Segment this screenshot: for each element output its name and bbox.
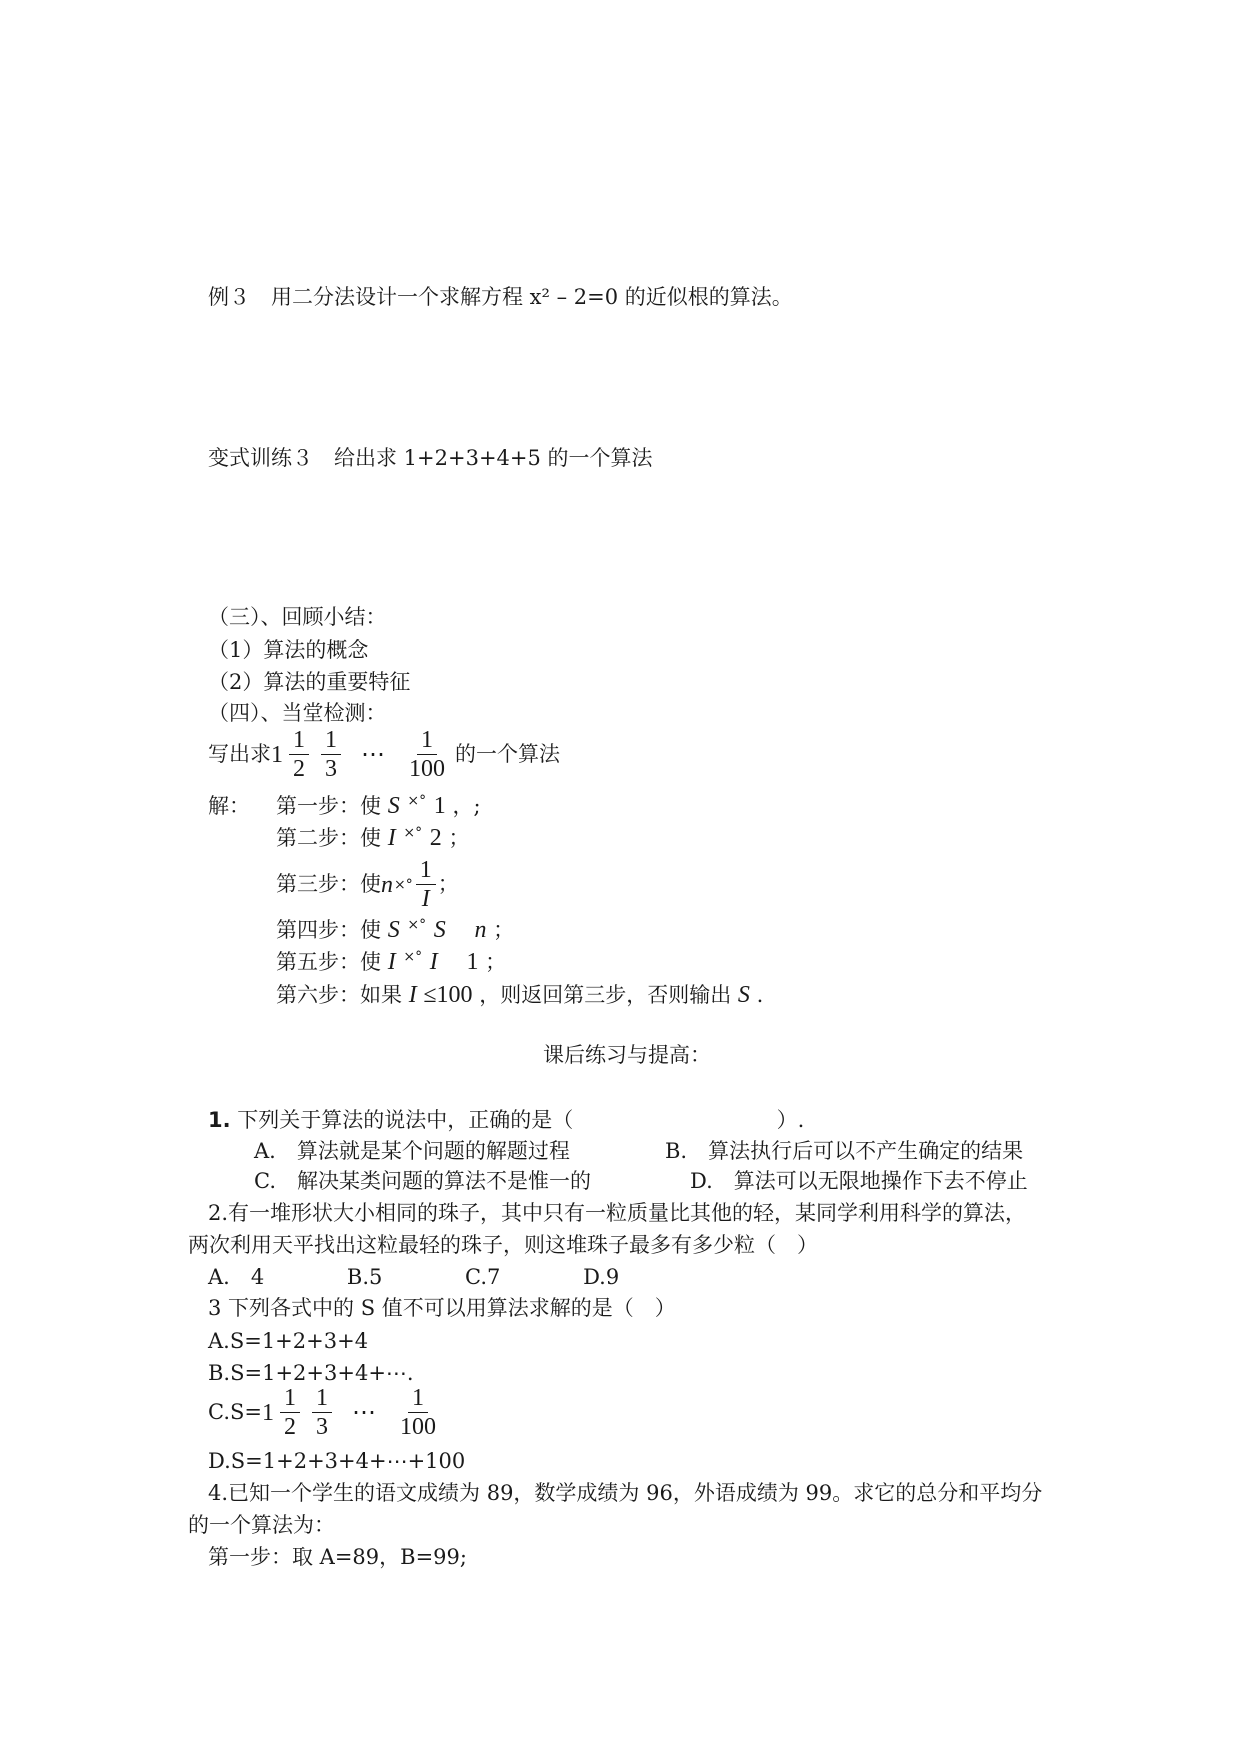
variable: n xyxy=(474,917,487,943)
question-number: 1. xyxy=(208,1108,231,1132)
step-label: 第五步：使 xyxy=(276,950,381,974)
test-prompt-prefix: 写出求 xyxy=(208,742,271,766)
assign-glyph-icon: ×° xyxy=(403,825,423,841)
review-heading: （三）、回顾小结： xyxy=(208,605,387,629)
option-prefix: C.S= xyxy=(208,1400,262,1424)
step-6 xyxy=(276,983,763,1007)
step-label: 第三步：使 xyxy=(276,872,381,896)
review-item-1: （1）算法的概念 xyxy=(208,638,369,662)
step-label: 第二步：使 xyxy=(276,826,381,850)
fraction-numerator: 1 xyxy=(312,1386,332,1413)
variable: S xyxy=(433,917,446,943)
test-prompt xyxy=(208,728,560,781)
q3-option-b: B.S=1+2+3+4+⋯. xyxy=(208,1361,414,1385)
step-2 xyxy=(276,826,469,850)
step-label: 第一步：使 xyxy=(276,794,381,818)
fraction-denominator: 2 xyxy=(283,1414,296,1440)
question-close: ）. xyxy=(776,1108,805,1132)
step-tail: ，则返回第三步，否则输出 xyxy=(479,983,732,1007)
q1-option-b: B. 算法执行后可以不产生确定的结果 xyxy=(665,1139,1024,1163)
q2-line-1: 2.有一堆形状大小相同的珠子，其中只有一粒质量比其他的轻，某同学利用科学的算法， xyxy=(208,1201,1027,1225)
term-one: 1 xyxy=(271,741,283,768)
step-5 xyxy=(276,950,506,974)
fraction-1-100 xyxy=(405,728,449,781)
q3-stem: 3 下列各式中的 S 值不可以用算法求解的是（ ） xyxy=(208,1296,676,1320)
q3-option-d: D.S=1+2+3+4+⋯+100 xyxy=(208,1449,466,1473)
step-3 xyxy=(276,858,459,911)
variable: I xyxy=(387,949,396,975)
ellipsis: ⋯ xyxy=(351,1399,376,1426)
assign-glyph-icon: ×° xyxy=(394,876,413,893)
step-label: 第六步：如果 xyxy=(276,983,402,1007)
step-label: 第四步：使 xyxy=(276,918,381,942)
step-value: 1 xyxy=(466,949,479,975)
fraction-denominator: 2 xyxy=(293,756,305,782)
step-tail: ； xyxy=(448,826,470,850)
q2-option-c: C.7 xyxy=(465,1265,501,1289)
homework-title: 课后练习与提高： xyxy=(543,1043,711,1067)
q1-option-a: A. 算法就是某个问题的解题过程 xyxy=(254,1139,570,1163)
fraction-numerator: 1 xyxy=(408,1386,428,1413)
step-tail: ； xyxy=(485,950,507,974)
variable: I xyxy=(429,949,438,975)
fraction-denominator: 100 xyxy=(409,756,445,782)
solution-label: 解： xyxy=(208,794,250,818)
fraction-numerator: 1 xyxy=(321,728,341,755)
fraction-1-2 xyxy=(289,728,309,781)
q1-option-d: D. 算法可以无限地操作下去不停止 xyxy=(690,1169,1028,1193)
fraction-1-3 xyxy=(312,1386,332,1439)
q4-line-1: 4.已知一个学生的语文成绩为 89，数学成绩为 96，外语成绩为 99。求它的总分和平均分 xyxy=(208,1481,1043,1505)
test-prompt-suffix: 的一个算法 xyxy=(455,742,560,766)
q1-option-c: C. 解决某类问题的算法不是惟一的 xyxy=(254,1169,591,1193)
step-4 xyxy=(276,918,514,942)
review-item-2: （2）算法的重要特征 xyxy=(208,670,411,694)
fraction-1-3 xyxy=(321,728,341,781)
variable: I xyxy=(408,982,417,1008)
fraction-numerator: 1 xyxy=(417,728,437,755)
condition: ≤100 xyxy=(423,982,473,1008)
q2-option-a: A. 4 xyxy=(208,1265,265,1289)
q3-option-c xyxy=(208,1386,446,1439)
assign-glyph-icon: ×° xyxy=(407,793,427,809)
step-value: 1 xyxy=(433,793,446,819)
variable: S xyxy=(387,793,400,819)
q2-line-2: 两次利用天平找出这粒最轻的珠子，则这堆珠子最多有多少粒（ ） xyxy=(188,1233,818,1257)
fraction-denominator: 3 xyxy=(325,756,337,782)
fraction-denominator: I xyxy=(421,886,430,912)
question-1 xyxy=(208,1110,804,1131)
variable: S xyxy=(737,982,750,1008)
variable: n xyxy=(381,871,393,898)
fraction-denominator: 3 xyxy=(315,1414,328,1440)
q4-step-1: 第一步：取 A=89，B=99; xyxy=(208,1545,467,1569)
fraction-numerator: 1 xyxy=(280,1386,300,1413)
q2-option-b: B.5 xyxy=(346,1265,383,1289)
question-stem: 下列关于算法的说法中，正确的是（ xyxy=(237,1108,574,1132)
step-tail: ； xyxy=(493,918,515,942)
assign-glyph-icon: ×° xyxy=(407,917,427,933)
test-heading: （四）、当堂检测： xyxy=(208,701,387,725)
fraction-denominator: 100 xyxy=(399,1414,436,1440)
step-1 xyxy=(276,794,481,818)
q3-option-a: A.S=1+2+3+4 xyxy=(208,1329,369,1353)
q2-options xyxy=(208,1267,619,1288)
step-tail: ，; xyxy=(452,794,481,818)
variable: S xyxy=(387,917,400,943)
q4-line-2: 的一个算法为： xyxy=(188,1513,335,1537)
ellipsis: ⋯ xyxy=(361,741,385,768)
step-value: 2 xyxy=(429,825,442,851)
fraction-1-100 xyxy=(396,1386,440,1439)
assign-glyph-icon: ×° xyxy=(403,949,423,965)
fraction-numerator: 1 xyxy=(416,858,436,885)
variant-training-3: 变式训练３ 给出求 1+2+3+4+5 的一个算法 xyxy=(208,446,653,470)
example-3: 例３ 用二分法设计一个求解方程 x² – 2=0 的近似根的算法。 xyxy=(208,285,793,309)
variable: I xyxy=(387,825,396,851)
fraction-numerator: 1 xyxy=(289,728,309,755)
step-tail: . xyxy=(756,983,764,1007)
q2-option-d: D.9 xyxy=(583,1265,620,1289)
step-tail: ； xyxy=(437,872,459,896)
fraction-1-over-i xyxy=(416,858,436,911)
fraction-1-2 xyxy=(280,1386,300,1439)
term-one: 1 xyxy=(261,1399,274,1426)
